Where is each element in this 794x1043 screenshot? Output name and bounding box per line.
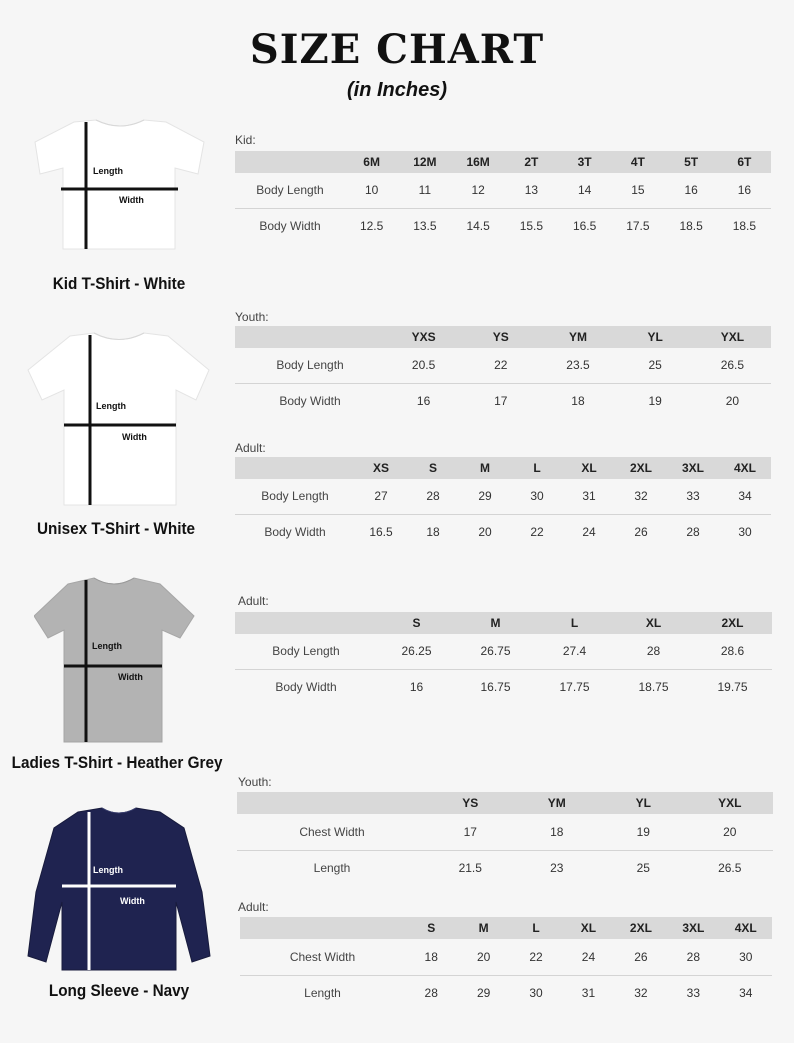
- measurement-value: 16: [665, 173, 718, 208]
- table-header-blank: [240, 917, 405, 939]
- unisex-youth-section-label: Youth:: [235, 310, 269, 324]
- measurement-value: 26: [634, 524, 648, 539]
- longsleeve-caption: Long Sleeve - Navy: [48, 981, 190, 1000]
- measurement-value: 25: [617, 348, 694, 383]
- measurement-value: 23: [550, 861, 564, 876]
- longsleeve-adult-section-label: Adult:: [238, 900, 269, 914]
- size-column-header: M: [456, 612, 535, 634]
- measurement-label: Body Width: [275, 679, 337, 694]
- ladies-tshirt-caption: Ladies T-Shirt - Heather Grey: [11, 753, 223, 772]
- measurement-value: 19: [648, 393, 662, 408]
- size-column-header: YL: [600, 792, 687, 814]
- longsleeve-width-label: Width: [120, 896, 145, 906]
- size-column-header: YM: [514, 792, 601, 814]
- measurement-value: 28: [667, 939, 719, 975]
- unisex-adult-size-table: [235, 457, 771, 549]
- table-row: [237, 850, 773, 886]
- longsleeve-image: [26, 806, 212, 972]
- table-header-blank: [237, 792, 427, 814]
- measurement-value: 15: [611, 173, 664, 208]
- size-column-header: 2XL: [615, 457, 667, 479]
- measurement-value: 18.75: [638, 679, 669, 694]
- table-row: [235, 173, 771, 208]
- size-column-header: 4XL: [720, 917, 772, 939]
- size-column-header: L: [535, 612, 614, 634]
- longsleeve-length-label: Length: [93, 865, 123, 875]
- kid-size-table: [235, 151, 771, 243]
- measurement-label: Body Width: [264, 524, 326, 539]
- measurement-value: 16: [409, 679, 424, 694]
- table-row: [235, 383, 771, 418]
- measurement-value: 10: [345, 173, 398, 208]
- size-column-header: 6T: [718, 151, 771, 173]
- measurement-value: 18.5: [679, 218, 703, 233]
- measurement-value: 20: [457, 939, 509, 975]
- kid-section-label: Kid:: [235, 133, 256, 147]
- size-column-header: 3XL: [667, 917, 719, 939]
- table-row: [235, 479, 771, 514]
- size-column-header: S: [377, 612, 456, 634]
- measurement-value: 33: [686, 986, 700, 1001]
- kid-width-label: Width: [119, 195, 144, 205]
- size-column-header: S: [405, 917, 457, 939]
- unisex-tshirt-image: [26, 332, 211, 508]
- size-column-header: 12M: [398, 151, 451, 173]
- measurement-value: 26.25: [377, 634, 456, 669]
- table-row: [240, 939, 772, 975]
- measurement-value: 12: [452, 173, 505, 208]
- measurement-value: 17.5: [626, 218, 650, 233]
- size-column-header: YXL: [687, 792, 774, 814]
- measurement-value: 23.5: [539, 348, 616, 383]
- size-column-header: 4XL: [719, 457, 771, 479]
- size-column-header: YL: [617, 326, 694, 348]
- measurement-value: 29: [459, 479, 511, 514]
- size-column-header: L: [510, 917, 562, 939]
- measurement-value: 13.5: [413, 218, 437, 233]
- table-header-blank: [235, 457, 355, 479]
- size-column-header: S: [407, 457, 459, 479]
- table-header-blank: [235, 612, 377, 634]
- measurement-value: 20: [725, 393, 740, 408]
- measurement-value: 34: [719, 479, 771, 514]
- measurement-label: Body Length: [235, 348, 385, 383]
- page-subtitle: (in Inches): [346, 79, 447, 101]
- measurement-label: Body Width: [259, 218, 321, 233]
- measurement-label: Chest Width: [237, 814, 427, 850]
- measurement-value: 31: [581, 986, 596, 1001]
- measurement-value: 18: [405, 939, 457, 975]
- table-header-row: [235, 151, 771, 173]
- table-row: [235, 669, 772, 704]
- table-header-row: [240, 917, 772, 939]
- measurement-value: 26.5: [718, 861, 742, 876]
- measurement-label: Body Width: [279, 393, 341, 408]
- size-column-header: 6M: [345, 151, 398, 173]
- measurement-value: 29: [476, 986, 491, 1001]
- measurement-value: 24: [562, 939, 614, 975]
- measurement-label: Chest Width: [240, 939, 405, 975]
- measurement-value: 21.5: [458, 861, 482, 876]
- measurement-value: 20.5: [385, 348, 462, 383]
- measurement-value: 22: [510, 939, 562, 975]
- measurement-value: 15.5: [519, 218, 544, 233]
- size-column-header: 3XL: [667, 457, 719, 479]
- ladies-adult-size-table: [235, 612, 772, 704]
- measurement-value: 27: [355, 479, 407, 514]
- measurement-value: 34: [739, 986, 753, 1001]
- measurement-label: Body Length: [235, 479, 355, 514]
- unisex-length-label: Length: [96, 401, 126, 411]
- table-header-row: [235, 457, 771, 479]
- measurement-value: 16: [416, 393, 431, 408]
- size-column-header: YS: [427, 792, 514, 814]
- measurement-value: 28: [407, 479, 459, 514]
- measurement-value: 30: [511, 479, 563, 514]
- measurement-value: 25: [636, 861, 650, 876]
- measurement-label: Length: [313, 861, 351, 876]
- longsleeve-youth-size-table: [237, 792, 773, 886]
- size-column-header: XS: [355, 457, 407, 479]
- measurement-value: 32: [634, 986, 648, 1001]
- size-column-header: YXS: [385, 326, 462, 348]
- measurement-value: 30: [720, 939, 772, 975]
- measurement-value: 18: [426, 524, 440, 539]
- measurement-value: 33: [667, 479, 719, 514]
- ladies-adult-section-label: Adult:: [238, 594, 269, 608]
- table-row: [235, 634, 772, 669]
- table-header-row: [235, 326, 771, 348]
- measurement-value: 16.5: [369, 524, 393, 539]
- measurement-label: Length: [304, 986, 341, 1001]
- ladies-length-label: Length: [92, 641, 122, 651]
- measurement-value: 16.5: [572, 218, 597, 233]
- measurement-value: 18: [514, 814, 601, 850]
- longsleeve-youth-section-label: Youth:: [238, 775, 272, 789]
- measurement-value: 32: [615, 479, 667, 514]
- ladies-tshirt-image: [34, 576, 196, 744]
- unisex-adult-section-label: Adult:: [235, 441, 266, 455]
- measurement-label: Body Length: [235, 173, 345, 208]
- measurement-value: 19: [600, 814, 687, 850]
- measurement-value: 26.75: [456, 634, 535, 669]
- measurement-value: 30: [738, 524, 752, 539]
- size-column-header: 2XL: [615, 917, 667, 939]
- measurement-value: 16.75: [480, 679, 511, 694]
- measurement-value: 14: [558, 173, 611, 208]
- unisex-youth-size-table: [235, 326, 771, 418]
- measurement-value: 17: [494, 393, 508, 408]
- size-column-header: 3T: [558, 151, 611, 173]
- measurement-value: 27.4: [535, 634, 614, 669]
- kid-tshirt-image: [34, 118, 206, 253]
- measurement-label: Body Length: [235, 634, 377, 669]
- measurement-value: 24: [582, 524, 596, 539]
- measurement-value: 28: [424, 986, 438, 1001]
- table-header-blank: [235, 151, 345, 173]
- size-column-header: 2XL: [693, 612, 772, 634]
- size-column-header: XL: [614, 612, 693, 634]
- kid-tshirt-caption: Kid T-Shirt - White: [52, 274, 186, 293]
- measurement-value: 17.75: [559, 679, 590, 694]
- measurement-value: 31: [563, 479, 615, 514]
- measurement-value: 17: [427, 814, 514, 850]
- measurement-value: 20: [478, 524, 492, 539]
- table-row: [240, 975, 772, 1011]
- unisex-width-label: Width: [122, 432, 147, 442]
- kid-length-label: Length: [93, 166, 123, 176]
- size-column-header: L: [511, 457, 563, 479]
- measurement-value: 26: [615, 939, 667, 975]
- table-row: [237, 814, 773, 850]
- size-column-header: YS: [462, 326, 539, 348]
- table-row: [235, 514, 771, 549]
- longsleeve-adult-size-table: [240, 917, 772, 1011]
- size-column-header: M: [459, 457, 511, 479]
- table-header-blank: [235, 326, 385, 348]
- measurement-value: 19.75: [717, 679, 748, 694]
- size-column-header: 2T: [505, 151, 558, 173]
- size-column-header: XL: [562, 917, 614, 939]
- measurement-value: 18: [571, 393, 585, 408]
- size-column-header: XL: [563, 457, 615, 479]
- ladies-width-label: Width: [118, 672, 143, 682]
- table-row: [235, 348, 771, 383]
- measurement-value: 11: [398, 173, 451, 208]
- size-column-header: 16M: [452, 151, 505, 173]
- table-header-row: [235, 612, 772, 634]
- table-row: [235, 208, 771, 243]
- measurement-value: 28: [614, 634, 693, 669]
- table-header-row: [237, 792, 773, 814]
- measurement-value: 22: [462, 348, 539, 383]
- measurement-value: 20: [687, 814, 774, 850]
- size-column-header: M: [457, 917, 509, 939]
- measurement-value: 18.5: [732, 218, 757, 233]
- page-title: SIZE CHART: [249, 26, 545, 73]
- measurement-value: 13: [505, 173, 558, 208]
- size-column-header: YM: [539, 326, 616, 348]
- size-column-header: 4T: [611, 151, 664, 173]
- measurement-value: 28.6: [693, 634, 772, 669]
- size-column-header: YXL: [694, 326, 771, 348]
- measurement-value: 28: [686, 524, 700, 539]
- measurement-value: 22: [530, 524, 544, 539]
- measurement-value: 14.5: [466, 218, 490, 233]
- measurement-value: 26.5: [694, 348, 771, 383]
- unisex-tshirt-caption: Unisex T-Shirt - White: [36, 519, 196, 538]
- size-column-header: 5T: [665, 151, 718, 173]
- measurement-value: 16: [718, 173, 771, 208]
- measurement-value: 12.5: [359, 218, 384, 233]
- measurement-value: 30: [529, 986, 543, 1001]
